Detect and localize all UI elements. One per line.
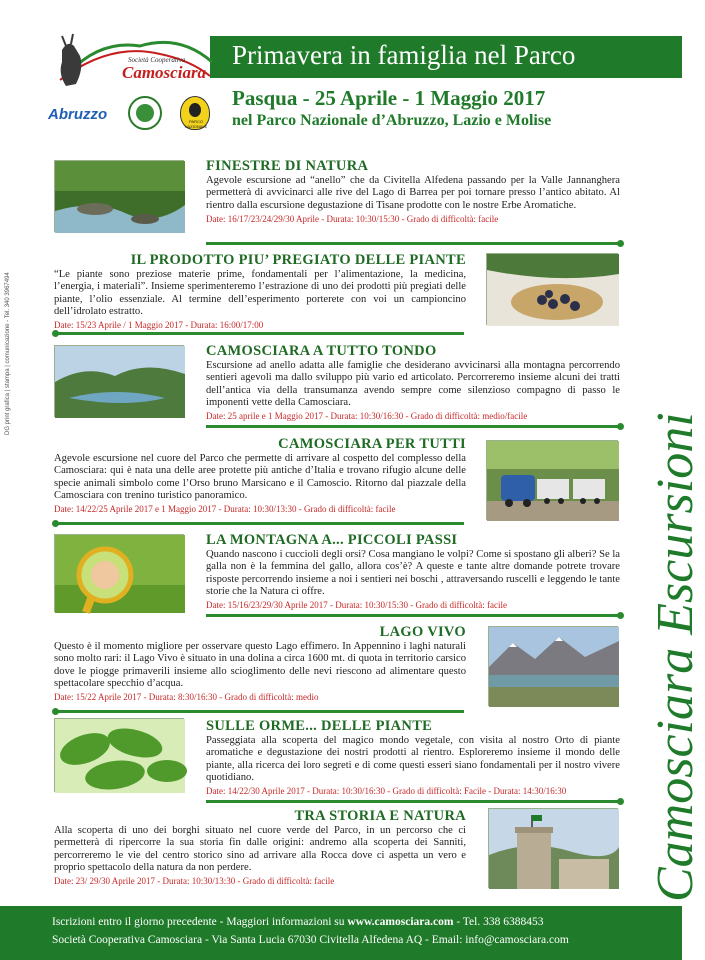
section-title: TRA STORIA E NATURA [294, 808, 466, 824]
section-body: Agevole escursione nel cuore del Parco che permette di arrivare al cospetto del complesso della Camosciara: qui è nata una delle aree protette più antiche d’Italia e trovano rifugio alcune delle specie animali simbolo come l’Orso bruno Marsicano e il Camoscio. Ritorno dal piazzale della Camosciara con trenino turistico panoramico. [54, 453, 466, 501]
divider [206, 800, 621, 803]
website-link[interactable]: www.camosciara.com [347, 916, 454, 928]
logo-brand: Camosciara [122, 63, 207, 82]
divider-dot [52, 520, 59, 527]
section-meta: Date: 16/17/23/24/29/30 Aprile - Durata: 10:30/15:30 - Grado di difficoltà: facile [206, 213, 499, 224]
section-meta: Date: 15/23 Aprile / 1 Maggio 2017 - Durata: 16:00/17:00 [54, 320, 264, 331]
divider [206, 425, 621, 428]
abruzzo-logo: Abruzzo [48, 106, 108, 123]
page-title: Primavera in famiglia nel Parco [232, 40, 576, 70]
print-credit: DG print grafica | stampa | comunicazione - Tel. 340 3967494 [5, 272, 11, 435]
logo-area [40, 32, 215, 130]
section-orme-piante [206, 718, 620, 796]
section-body: Escursione ad anello adatta alle famiglie che desiderano avvicinarsi alla montagna percorrendo sentieri agevoli ma dallo sviluppo più vario ed articolato. Percorreremo insieme alcuni dei tratti dell’antica via della transumanza avendo sempre come silenzioso compagno di passo le imponenti vette della Camosciara. [206, 360, 620, 408]
tourist-train-photo [486, 440, 618, 520]
section-meta: Date: 15/22 Aprile 2017 - Durata: 8:30/16:30 - Grado di difficoltà: medio [54, 692, 319, 703]
divider [54, 522, 464, 525]
section-body: Agevole escursione ad “anello” che da Civitella Alfedena passando per la Valle Jannanghera permetterà di avvicinarci alle rive del Lago di Barrea per poi tornare presso l’antico abitato. Al rientro dalla escursione degustazione di Tisane prodotte con le nostre Erbe Aromatiche. [206, 175, 620, 211]
section-storia-natura [54, 808, 466, 886]
section-meta: Date: 14/22/30 Aprile 2017 - Durata: 10:30/16:30 - Grado di difficoltà: Facile - Durata: 14:30/16:30 [206, 786, 567, 797]
footer-band [0, 906, 682, 960]
bear-badge-icon [180, 96, 210, 130]
section-body: Passeggiata alla scoperta del magico mondo vegetale, con visita al nostro Orto di piante aromatiche e degustazione dei nostri prodotti al rientro. Esploreremo insieme il mondo delle piante, alla ricerca dei loro segreti e di come questi esseri siano fondamentali per il nostro vivere quotidiano. [206, 735, 620, 783]
section-piccoli-passi [206, 532, 620, 610]
section-title: LAGO VIVO [379, 624, 466, 640]
section-body: Questo è il momento migliore per osservare questo Lago effimero. In Appennino i laghi naturali sono molto rari: il Lago Vivo è situato in una dolina a circa 1600 mt. di quota in territorio carsico dove le piogge primaverili insieme allo scioglimento delle nevi riescono ad alimentare questo spettacolare specchio d’acqua. [54, 641, 466, 689]
section-title: FINESTRE DI NATURA [206, 158, 369, 174]
footer-address: Società Cooperativa Camosciara - Via Santa Lucia 67030 Civitella Alfedena AQ - Email: info@camosciara.com [52, 934, 569, 946]
badge-text: PARCO NAZIONALE [184, 119, 208, 129]
section-meta: Date: 23/ 29/30 Aprile 2017 - Durata: 10:30/13:30 - Grado di difficoltà: facile [54, 876, 335, 887]
section-body: Alla scoperta di uno dei borghi situato nel cuore verde del Parco, in un percorso che ci permetterà di ripercorre la sua storia fin dalle origini: andremo alla scoperta dei Sanniti, percorreremo le vie del centro storico sino ad arrivare alla Rocca dove ci aspetta un vero e proprio spettacolo della natura da non perdere. [54, 825, 466, 873]
vertical-title: Camosciara Escursioni [647, 412, 704, 902]
event-dates: Pasqua - 25 Aprile - 1 Maggio 2017 [232, 86, 546, 110]
park-seal-icon [128, 96, 162, 130]
castle-tower-photo [488, 808, 618, 888]
section-meta: Date: 14/22/25 Aprile 2017 e 1 Maggio 2017 - Durata: 10:30/13:30 - Grado di difficoltà: facile [54, 504, 396, 515]
section-title: IL PRODOTTO PIU’ PREGIATO DELLE PIANTE [130, 252, 466, 268]
divider [206, 242, 621, 245]
divider-dot [617, 798, 624, 805]
forest-stream-photo [54, 160, 184, 232]
divider [54, 710, 464, 713]
section-meta: Date: 25 aprile e 1 Maggio 2017 - Durata: 10:30/16:30 - Grado di difficoltà: medio/facile [206, 411, 528, 422]
section-title: CAMOSCIARA A TUTTO TONDO [206, 343, 437, 359]
divider [54, 332, 464, 335]
divider-dot [52, 330, 59, 337]
divider-dot [617, 423, 624, 430]
juniper-berries-photo [486, 253, 618, 325]
section-tutto-tondo [206, 343, 620, 421]
divider [206, 614, 621, 617]
section-meta: Date: 15/16/23/29/30 Aprile 2017 - Durata: 10:30/15:30 - Grado di difficoltà: facile [206, 600, 508, 611]
section-per-tutti [54, 436, 466, 514]
section-body: “Le piante sono preziose materie prime, fondamentali per l’alimentazione, la medicina, l’energia, i materiali”. Insieme sperimenteremo l’estrazione di uno dei prodotti più pregiati delle piante, l’olio essenziale. Al termine dell’esperimento porterete con voi un campioncino dell’idrolato estratto. [54, 269, 466, 317]
footer-phone: - Tel. 338 6388453 [453, 916, 544, 928]
divider-dot [52, 708, 59, 715]
lake-valley-photo [54, 345, 184, 417]
section-prodotto [54, 252, 466, 330]
green-leaves-photo [54, 718, 184, 792]
section-body: Quando nascono i cuccioli degli orsi? Cosa mangiano le volpi? Come si spostano gli alberi? Se la galla non è la femmina del gallo, allora cos’è? A queste e tante altre domande potrete trovare risposte percorrendo insieme a noi i sentieri nei boschi , attraversando ruscelli e leggendo le tante storie che la Natura ci offre. [206, 549, 620, 597]
section-title: SULLE ORME... DELLE PIANTE [206, 718, 433, 734]
section-title: CAMOSCIARA PER TUTTI [278, 436, 466, 452]
divider-dot [617, 240, 624, 247]
section-title: LA MONTAGNA A... PICCOLI PASSI [206, 532, 458, 548]
section-lago-vivo [54, 624, 466, 702]
section-finestre [206, 158, 620, 224]
mountain-lake-photo [488, 626, 618, 706]
footer-info [52, 916, 543, 928]
logo-brand-small: Società Cooperativa [128, 56, 186, 64]
divider-dot [617, 612, 624, 619]
event-location: nel Parco Nazionale d’Abruzzo, Lazio e Molise [232, 112, 552, 129]
footer-info-text: Iscrizioni entro il giorno precedente - Maggiori informazioni su [52, 916, 348, 928]
child-magnifier-photo [54, 534, 184, 612]
